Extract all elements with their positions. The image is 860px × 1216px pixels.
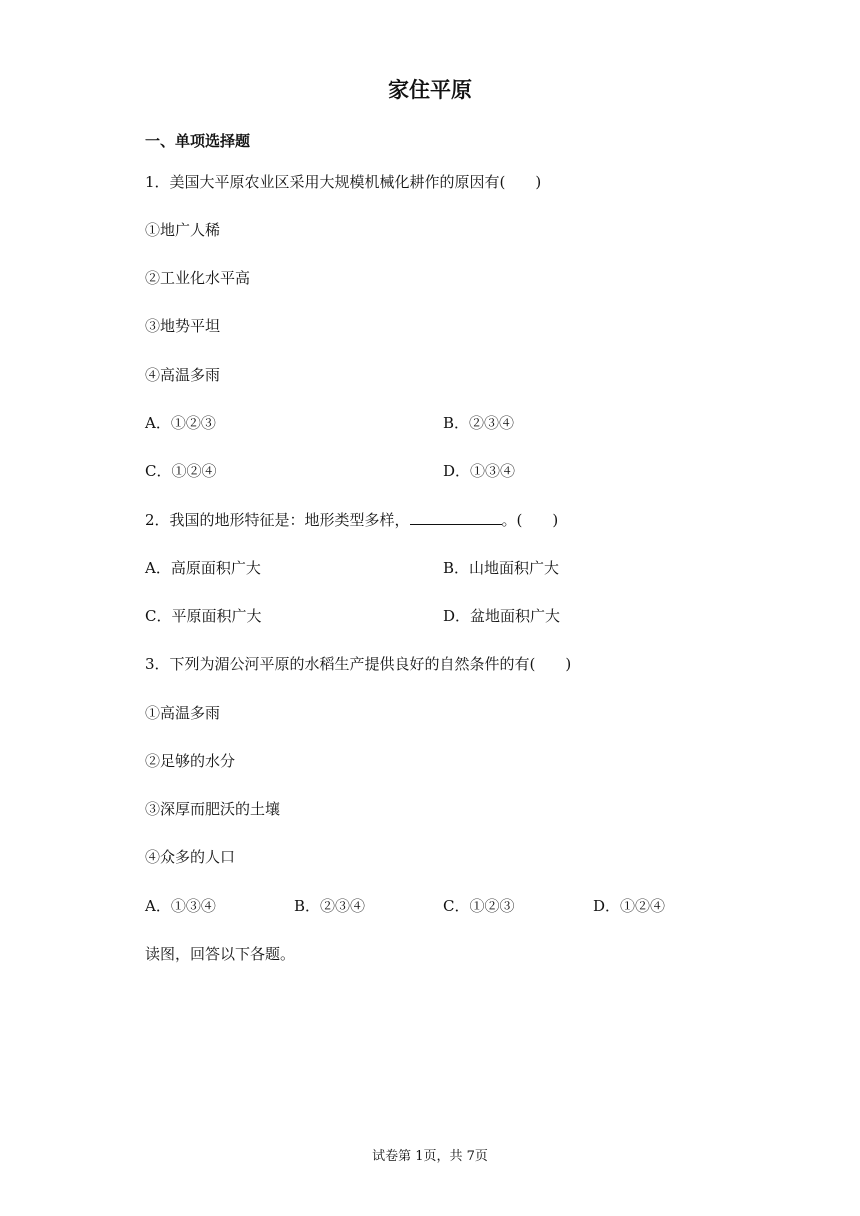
question-1-option-b: B．②③④: [443, 414, 515, 432]
question-3-option-c: C．①②③: [443, 897, 515, 915]
question-3-option-d: D．①②④: [593, 897, 666, 915]
question-2-stem: [145, 510, 558, 530]
question-1-item-2: ②工业化水平高: [145, 269, 251, 287]
question-2-stem-after: 。( ): [501, 511, 559, 529]
question-3-item-1: ①高温多雨: [145, 704, 221, 722]
question-2-option-d: D．盆地面积广大: [443, 607, 561, 625]
question-3-stem: 3．下列为湄公河平原的水稻生产提供良好的自然条件的有( ): [145, 655, 572, 673]
question-3-item-4: ④众多的人口: [145, 848, 236, 866]
question-3-option-b: B．②③④: [294, 897, 366, 915]
question-1-stem: 1．美国大平原农业区采用大规模机械化耕作的原因有( ): [145, 173, 542, 191]
question-1-item-1: ①地广人稀: [145, 221, 221, 239]
question-2-option-c: C．平原面积广大: [145, 607, 262, 625]
page-footer: 试卷第 1页，共 7页: [372, 1149, 488, 1164]
question-3-option-a: A．①③④: [145, 897, 216, 915]
question-1-option-a: A．①②③: [145, 414, 216, 432]
question-1-item-4: ④高温多雨: [145, 366, 221, 384]
question-2-option-a: A．高原面积广大: [145, 559, 261, 577]
answer-blank: [410, 510, 502, 525]
question-1-option-d: D．①③④: [443, 462, 516, 480]
question-3-item-3: ③深厚而肥沃的土壤: [145, 800, 281, 818]
page-title: 家住平原: [388, 78, 472, 102]
question-3-item-2: ②足够的水分: [145, 752, 236, 770]
question-2-stem-before: 2．我国的地形特征是：地形类型多样，: [145, 511, 410, 529]
section-heading: 一、单项选择题: [145, 132, 251, 150]
question-1-option-c: C．①②④: [145, 462, 217, 480]
reading-prompt: 读图，回答以下各题。: [145, 945, 296, 963]
question-2-option-b: B．山地面积广大: [443, 559, 560, 577]
question-1-item-3: ③地势平坦: [145, 317, 221, 335]
